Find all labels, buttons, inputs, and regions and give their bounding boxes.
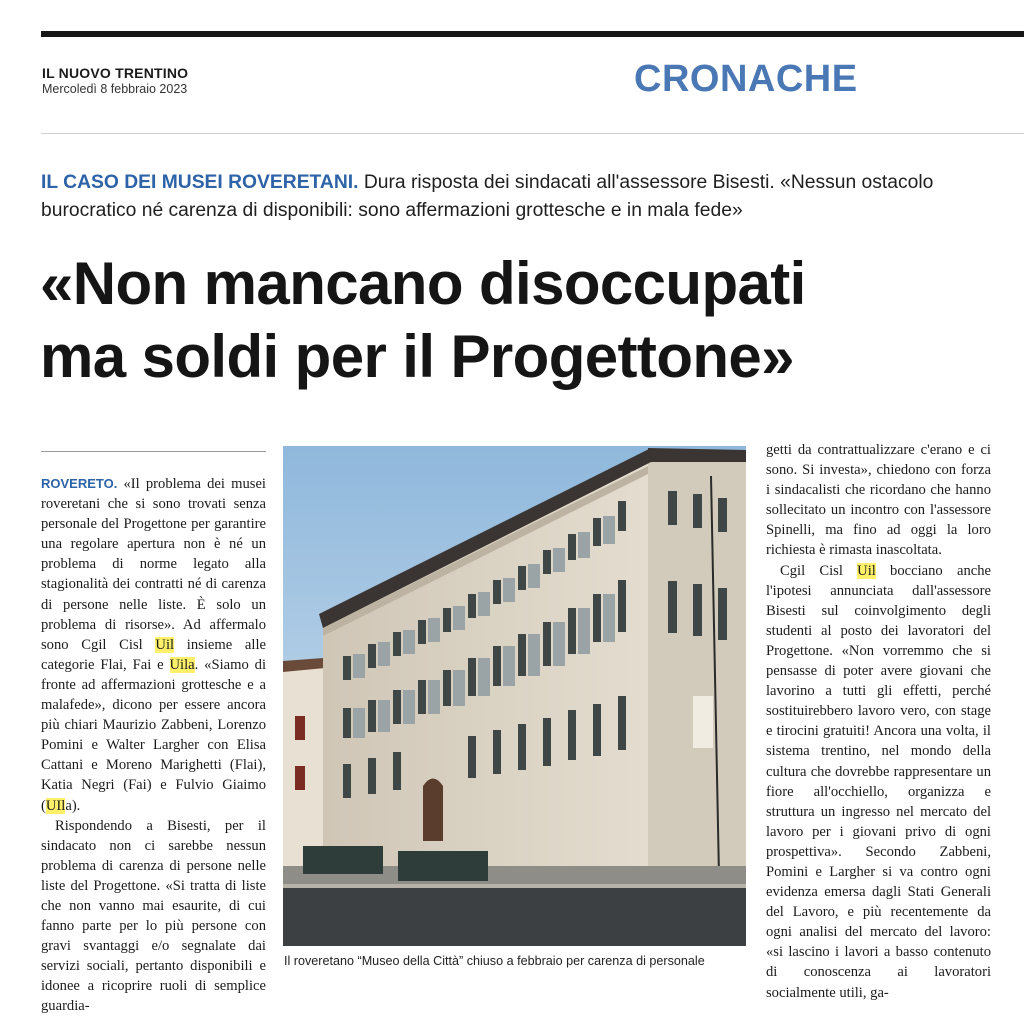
section-title: CRONACHE [634,58,858,100]
paragraph: getti da contrattualizzare c'erano e ci sono. Si investa», chiedono con forza i sindacalisti che ricordano che hanno sollecitato un incontro con l'assessore Spinelli, ma fino ad oggi la loro richiesta è rimasta inascoltata. [766,442,991,559]
article-kicker [41,169,1021,225]
highlight-uila: Uila [169,656,195,673]
paper-date: Mercoledì 8 febbraio 2023 [42,82,188,96]
text-run: Cgil Cisl [780,562,858,579]
dateline: ROVERETO. [41,476,118,491]
headline-line-2: ma soldi per il Progettone» [40,323,794,390]
column-rule [41,451,266,452]
museum-building-image [283,446,746,946]
paper-name: IL NUOVO TRENTINO [42,65,189,81]
text-run: bocciano anche l'ipotesi annunciata dall'assessore Bisesti sul coinvolgimento degli studenti al posto dei lavoratori del Progettone. «Non vorremmo che si pensasse di poter avere giovani che lavorino a tutti gli effetti, perché sostituirebbero lavoro vero, con stage e tirocini gratuiti! Ancora una volta, il sistema trentino, nel mondo della cultura che dovrebbe rappresentare un fiore all'occhiello, organizza e struttura un ingresso nel mercato del lavoro per i giovani privo di ogni prospettiva». Secondo Zabbeni, Pomini e Largher si va contro ogni evidenza emersa dagli Stati Generali del Lavoro, e più recentemente da ogni analisi del mercato del lavoro: «si lascino i lavori a basso contenuto di conoscenza ai lavoratori socialmente utili, ga- [766,562,991,1001]
masthead-divider [41,133,1024,134]
paragraph: Rispondendo a Bisesti, per il sindacato non ci sarebbe nessun problema di carenza di persone nelle liste del Progettone. «Si tratta di liste che non vanno mai esaurite, di cui fanno parte per lo più persone con gravi svantaggi e/o segnalate dai servizi sociali, pertanto disponibili e idonee a ricoprire ruoli di semplice guardia- [41,817,266,1015]
text-run: insieme alle categorie Flai, Fai e [41,636,266,673]
paragraph [766,561,991,1003]
highlight-uila-caps: UIl [45,797,66,814]
article-column-3 [766,440,991,1003]
museum-photo [283,446,746,946]
article-headline [40,247,1024,393]
highlight-uil: Uil [857,562,876,579]
highlight-uil: Uil [155,636,175,653]
photo-caption: Il roveretano “Museo della Città” chiuso a febbraio per carenza di personale [284,954,705,968]
masthead-top-rule [41,31,1024,37]
text-run: . «Siamo di fronte ad affermazioni grottesche e a malafede», dicono per essere ancora più chiari Maurizio Zabbeni, Lorenzo Pomini e Walter Largher con Elisa Cattani e Moreno Marighetti (Flai), Katia Negri (Fai) e Fulvio Giaimo ( [41,656,267,814]
headline-line-1: «Non mancano disoccupati [40,250,806,317]
kicker-lead: IL CASO DEI MUSEI ROVERETANI. [41,172,359,193]
article-column-1 [41,474,266,1017]
text-run: a). [65,797,81,814]
paragraph [41,474,266,816]
text-run: «Il problema dei musei roveretani che si sono trovati senza personale del Progettone per garantire una regolare apertura non è né un problema di norme legato alla stagionalità dei contratti né di carenza di persone nelle liste. È solo un problema di risorse». Ad affermalo sono Cgil Cisl [41,476,266,653]
kicker-text: Dura risposta dei sindacati all'assessore Bisesti. «Nessun ostacolo burocratico né carenza di disponibili: sono affermazioni grottesche e in mala fede» [41,172,934,221]
